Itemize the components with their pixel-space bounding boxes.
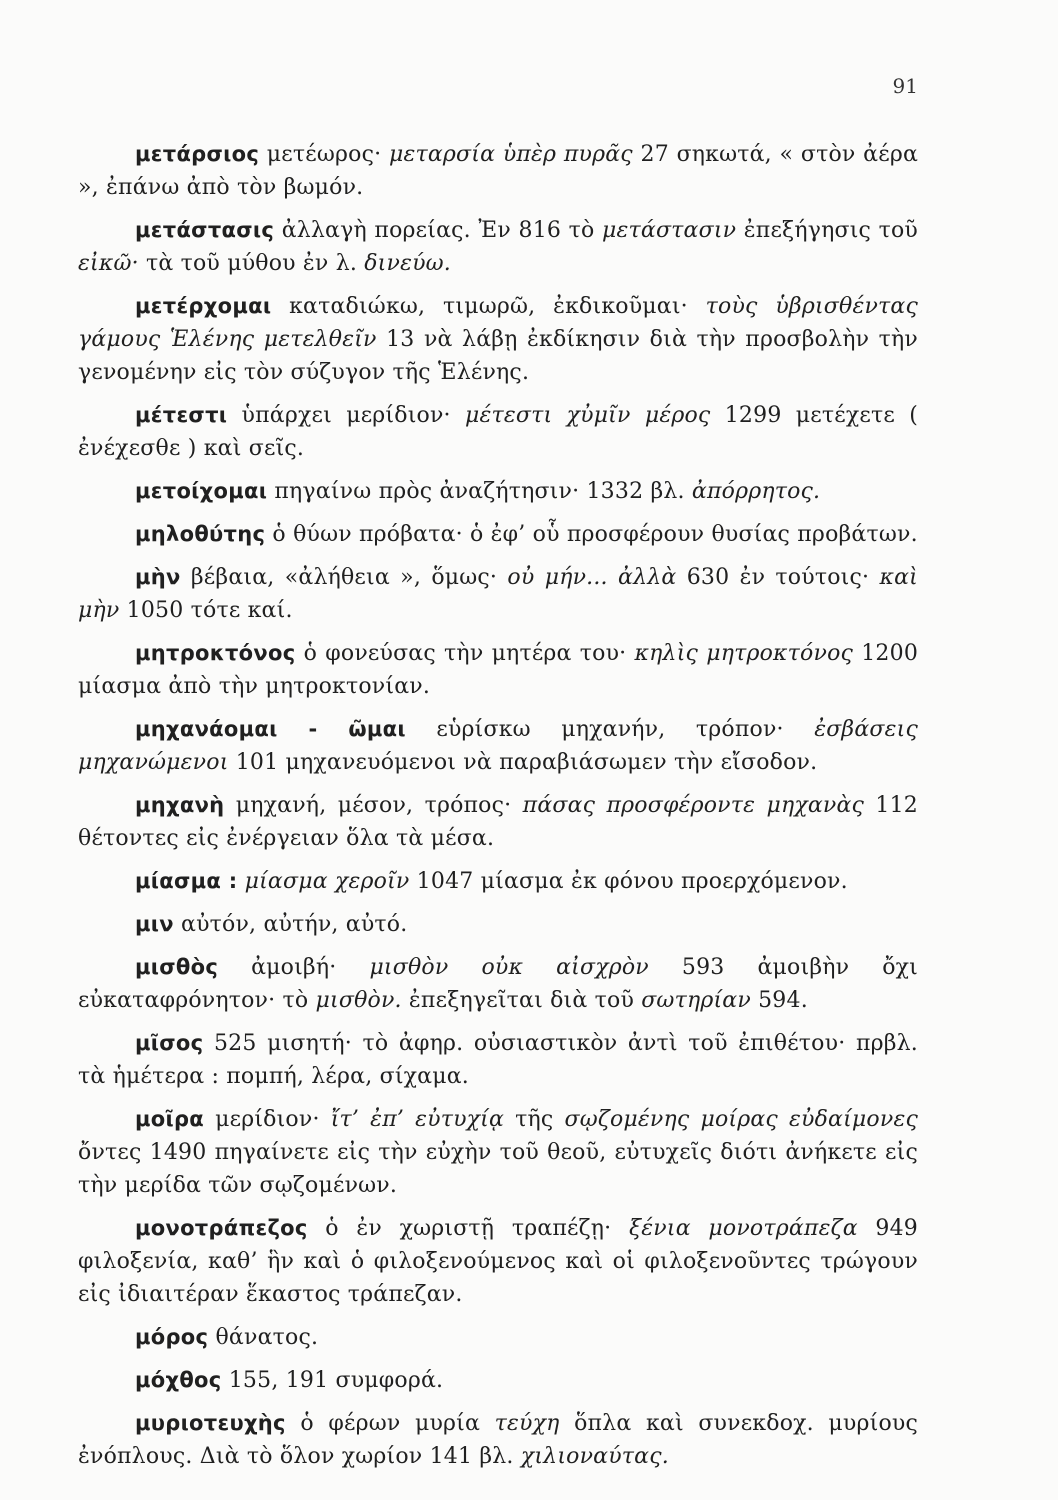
- entry-citation: οὐ μήν... ἀλλὰ: [507, 565, 677, 590]
- entry-citation: καὶ μὴν: [78, 565, 918, 623]
- glossary-entry: [78, 637, 918, 703]
- entry-headword: μηχανάομαι - ῶμαι: [135, 717, 406, 741]
- entry-definition: ἐπεξηγεῖται διὰ τοῦ: [401, 988, 642, 1013]
- entry-headword: μοῖρα: [135, 1107, 205, 1131]
- entry-headword: μετέρχομαι: [135, 294, 272, 318]
- entry-definition: τῆς: [504, 1107, 565, 1132]
- entry-citation: πάσας προσφέροντε μηχανὰς: [522, 793, 865, 818]
- entry-citation: ἐσβάσεις μηχανώμενοι: [78, 717, 918, 775]
- glossary-entry: [78, 290, 918, 389]
- entry-headword: μῖσος: [135, 1031, 204, 1055]
- entry-headword: μισθὸς: [135, 955, 219, 979]
- entry-definition: 1050 τότε καί.: [119, 598, 293, 623]
- entry-definition: εὑρίσκω μηχανήν, τρόπον·: [405, 717, 815, 742]
- glossary-entry: [78, 1407, 918, 1473]
- entry-citation: κηλὶς μητροκτόνος: [634, 641, 854, 666]
- glossary-entry: [78, 475, 918, 508]
- entry-citation: μεταρσία ὑπὲρ πυρᾶς: [388, 142, 633, 167]
- entry-definition: ὁ φέρων μυρία: [285, 1411, 495, 1436]
- entry-definition: 101 μηχανευόμενοι νὰ παραβιάσωμεν τὴν εἴσοδον.: [228, 750, 818, 775]
- entry-citation: μίασμα χεροῖν: [244, 869, 410, 894]
- entry-headword: μέτεστι: [135, 403, 228, 427]
- entry-definition: μερίδιον·: [204, 1107, 331, 1132]
- entry-definition: πηγαίνω πρὸς ἀναζήτησιν· 1332 βλ.: [267, 479, 692, 504]
- entry-definition: ὁ ἐν χωριστῇ τραπέζῃ·: [307, 1216, 629, 1241]
- entry-headword: μετοίχομαι: [135, 479, 268, 503]
- entry-definition: αὐτόν, αὐτήν, αὐτό.: [173, 912, 408, 937]
- entry-citation: δινεύω.: [364, 251, 451, 276]
- entry-headword: μυριοτευχὴς: [135, 1411, 286, 1435]
- entry-headword: μηχανὴ: [135, 793, 225, 817]
- entry-citation: χιλιοναύτας.: [520, 1444, 669, 1469]
- glossary-entry: [78, 1103, 918, 1202]
- entry-definition: ὁ θύων πρόβατα· ὁ ἐφ’ οὗ προσφέρουν θυσίας προβάτων.: [265, 522, 918, 547]
- entry-definition: 1200 μίασμα ἀπὸ τὴν μητροκτονίαν.: [78, 641, 919, 699]
- entry-definition: μετέωρος·: [259, 142, 389, 167]
- entry-definition: 112 θέτοντες εἰς ἐνέργειαν ὅλα τὰ μέσα.: [78, 793, 918, 851]
- entry-headword: μίασμα :: [135, 869, 238, 893]
- glossary-entry: [78, 908, 918, 941]
- glossary-entry: [78, 214, 918, 280]
- entry-definition: ἀμοιβή·: [218, 955, 370, 980]
- entry-definition: [237, 869, 244, 894]
- glossary-entry: [78, 399, 918, 465]
- entry-citation: εἰκῶ·: [78, 251, 139, 276]
- entry-headword: μόχθος: [135, 1368, 222, 1392]
- entry-definition: θάνατος.: [208, 1325, 319, 1350]
- page-number: 91: [892, 74, 918, 98]
- entry-headword: μονοτράπεζος: [135, 1216, 308, 1240]
- glossary-entry: [78, 951, 918, 1017]
- entry-definition: ἐπεξήγησις τοῦ: [736, 218, 918, 243]
- entry-headword: μὴν: [135, 565, 181, 589]
- entry-definition: ὑπάρχει μερίδιον·: [227, 403, 466, 428]
- entry-definition: 27 σηκωτά, « στὸν ἀέρα », ἐπάνω ἀπὸ τὸν βωμόν.: [78, 142, 919, 200]
- entry-definition: βέβαια, «ἀλήθεια », ὅμως·: [180, 565, 508, 590]
- entry-headword: μηλοθύτης: [135, 522, 266, 546]
- entry-headword: μόρος: [135, 1325, 209, 1349]
- entry-citation: τοὺς ὑβρισθέντας γάμους Ἑλένης μετελθεῖν: [78, 294, 918, 352]
- entry-definition: 155, 191 συμφορά.: [221, 1368, 444, 1393]
- glossary-entry: [78, 1321, 918, 1354]
- glossary-entry: [78, 1364, 918, 1397]
- glossary-entry: [78, 1027, 918, 1093]
- glossary-entry: [78, 865, 918, 898]
- entry-definition: ὅπλα καὶ συνεκδοχ. μυρίους ἐνόπλους. Διὰ τὸ ὅλον χωρίον 141 βλ.: [78, 1411, 919, 1469]
- entry-headword: μετάστασις: [135, 218, 275, 242]
- entry-definition: 525 μισητή· τὸ ἀφηρ. οὐσιαστικὸν ἀντὶ τοῦ ἐπιθέτου· πρβλ. τὰ ἡμέτερα : πομπή, λέρα, σίχαμα.: [78, 1031, 918, 1089]
- glossary-entry: [78, 713, 918, 779]
- glossary-entry: [78, 518, 918, 551]
- entry-citation: σῳζομένης μοίρας εὐδαίμονες: [564, 1107, 918, 1132]
- entry-citation: σωτηρίαν: [641, 988, 751, 1013]
- entry-definition: ὄντες 1490 πηγαίνετε εἰς τὴν εὐχὴν τοῦ θεοῦ, εὐτυχεῖς διότι ἀνήκετε εἰς τὴν μερίδα τῶν σῳζομένων.: [78, 1140, 918, 1198]
- entry-definition: μηχανή, μέσον, τρόπος·: [224, 793, 523, 818]
- entry-definition: 1299 μετέχετε ( ἐνέχεσθε ) καὶ σεῖς.: [78, 403, 919, 461]
- entry-citation: μισθὸν οὐκ αἰσχρὸν: [369, 955, 649, 980]
- entry-definition: 593 ἀμοιβὴν ὄχι εὐκαταφρόνητον· τὸ: [78, 955, 918, 1013]
- glossary-entries: [78, 138, 918, 1483]
- entry-definition: 630 ἐν τούτοις·: [676, 565, 880, 590]
- entry-headword: μετάρσιος: [135, 142, 260, 166]
- entry-citation: ἴτ’ ἐπ’ εὐτυχίᾳ: [330, 1107, 505, 1132]
- entry-definition: καταδιώκω, τιμωρῶ, ἐκδικοῦμαι·: [271, 294, 706, 319]
- entry-citation: τεύχη: [494, 1411, 560, 1436]
- entry-definition: ὁ φονεύσας τὴν μητέρα του·: [295, 641, 635, 666]
- entry-headword: μιν: [135, 912, 174, 936]
- entry-definition: 949 φιλοξενία, καθ’ ἣν καὶ ὁ φιλοξενούμενος καὶ οἱ φιλοξενοῦντες τρώγουν εἰς ἰδιαιτέραν ἕκαστος τράπεζαν.: [78, 1216, 919, 1307]
- entry-definition: ἀλλαγὴ πορείας. Ἐν 816 τὸ: [274, 218, 603, 243]
- entry-definition: 594.: [750, 988, 808, 1013]
- glossary-entry: [78, 789, 918, 855]
- entry-definition: 13 νὰ λάβῃ ἐκδίκησιν διὰ τὴν προσβολὴν τὴν γενομένην εἰς τὸν σύζυγον τῆς Ἑλένης.: [78, 327, 918, 385]
- glossary-entry: [78, 561, 918, 627]
- glossary-entry: [78, 138, 918, 204]
- entry-definition: τὰ τοῦ μύθου ἐν λ.: [138, 251, 365, 276]
- glossary-entry: [78, 1212, 918, 1311]
- entry-citation: μισθὸν.: [315, 988, 402, 1013]
- entry-citation: μετάστασιν: [602, 218, 737, 243]
- entry-citation: ξένια μονοτράπεζα: [628, 1216, 858, 1241]
- entry-headword: μητροκτόνος: [135, 641, 296, 665]
- entry-citation: μέτεστι χὐμῖν μέρος: [465, 403, 711, 428]
- entry-citation: ἀπόρρητος.: [691, 479, 821, 504]
- entry-definition: 1047 μίασμα ἐκ φόνου προερχόμενον.: [409, 869, 848, 894]
